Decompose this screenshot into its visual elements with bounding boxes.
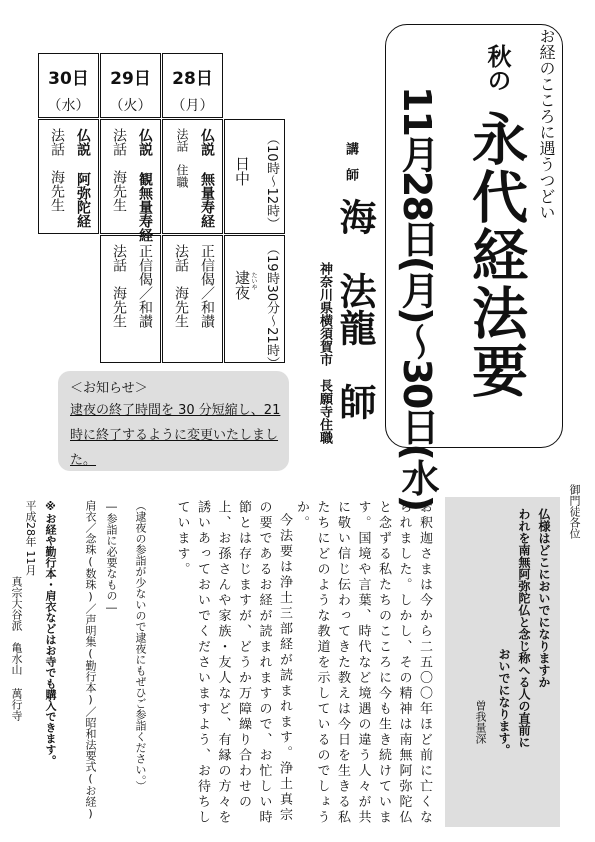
cell-29-day xyxy=(100,119,161,242)
notice-title: ＜お知らせ＞ xyxy=(70,381,148,396)
talk-label: 法話 海先生 xyxy=(111,244,127,328)
talk-label: 法話 海先生 xyxy=(173,244,189,328)
day-30: 30日 xyxy=(48,69,89,89)
required-items: 肩衣／念珠(数珠)／声明集(勤行本)／昭和法要式(お経) xyxy=(84,500,97,820)
talk-label: 法話 海先生 xyxy=(49,128,65,212)
day-28: 28日 xyxy=(172,69,213,89)
day-session-header xyxy=(224,119,285,234)
temple-name: 真宗大谷派 亀水山 萬行寺 xyxy=(10,576,23,721)
talk-label: 法話 住職 xyxy=(175,128,189,188)
lecturer-role: 講 師 xyxy=(343,142,358,181)
talk-label: 法話 海先生 xyxy=(111,128,127,212)
day-session-label: 日中 xyxy=(233,156,251,186)
sutra-title: 仏説 観無量寿経 xyxy=(137,128,153,242)
required-items-label: ―参詣に必要なもの― xyxy=(105,500,118,614)
cell-30-day xyxy=(38,119,99,234)
day-header-29 xyxy=(100,53,161,118)
dow-28: （月） xyxy=(171,98,214,114)
body-paragraph-1: お釈迦さまは今から二五〇〇年ほど前に亡くなられました。しかし、その精神は南無阿弥陀仏と念ずる私たちのこころに今も生き続けています。国境や言葉、時代など境遇の違う人々が共に敬い信じ伝わってきた教えは今日を生きる私たちにどのような教道を示しているのでしょうか。 xyxy=(294,500,432,826)
day-header-30 xyxy=(38,53,99,118)
publication-date: 平成28年 11月 xyxy=(24,500,37,576)
dow-29: （火） xyxy=(109,98,152,114)
quote-line-3: おいでになります。 xyxy=(497,648,511,756)
night-session-time: （19時30分〜21時） xyxy=(264,242,279,370)
lecturer-name: 海 法龍 師 xyxy=(333,198,376,420)
body-paragraph-2: 今法要は浄土三部経が読まれます。浄土真宗の要であるお経が読まれますので、お忙しい時節とは存じますが、どうか万障繰り合わせの上、お孫さんや家族・友人など、有縁の方々を誘いあっておいでくださいますよう、お待ちしています。 xyxy=(174,500,292,826)
cell-28-night xyxy=(162,235,223,363)
quote-author: 曽我量深 xyxy=(474,700,487,744)
notice-body: 逮夜の終了時間を 30 分短縮し、21 時に終了するように変更いたしました。 xyxy=(70,403,281,468)
purchase-note: ※お経や勤行本・肩衣などはお寺でも購入できます。 xyxy=(44,500,57,766)
dow-30: （水） xyxy=(47,98,90,114)
notice-box xyxy=(58,371,289,471)
cell-29-night xyxy=(100,235,161,363)
quote-line-2: われを南無阿弥陀仏と念じ称へる人の直前に xyxy=(517,508,531,748)
series-title: お経のこころに遇うつどい xyxy=(537,28,556,220)
lecturer-affiliation: 神奈川県横須賀市 長願寺住職 xyxy=(317,262,332,444)
service-title: 正信偈／和讃 xyxy=(137,244,153,328)
season-label: 秋の xyxy=(483,44,512,92)
event-dates: 11月28日(月)〜30日(水) xyxy=(395,86,439,511)
cell-28-day xyxy=(162,119,223,234)
sutra-title: 仏説 阿弥陀経 xyxy=(75,128,91,228)
night-session-label: 逮夜 xyxy=(233,270,251,300)
night-session-ruby: たいや xyxy=(250,272,257,290)
day-header-28 xyxy=(162,53,223,118)
night-session-header xyxy=(224,235,285,370)
night-attendance-note: （逮夜の参詣が少ないので逮夜にもぜひご参詣ください。） xyxy=(134,500,147,792)
day-29: 29日 xyxy=(110,69,151,89)
quote-line-1: 仏様はどこにおいでになりますか xyxy=(537,508,551,688)
sutra-title: 仏説 無量寿経 xyxy=(199,128,215,228)
recipients-heading: 御門徒各位 xyxy=(568,484,581,539)
day-session-time: （10時〜12時） xyxy=(264,132,279,231)
event-title: 永代経法要 xyxy=(463,110,529,400)
service-title: 正信偈／和讃 xyxy=(199,244,215,328)
schedule-table xyxy=(38,53,285,370)
